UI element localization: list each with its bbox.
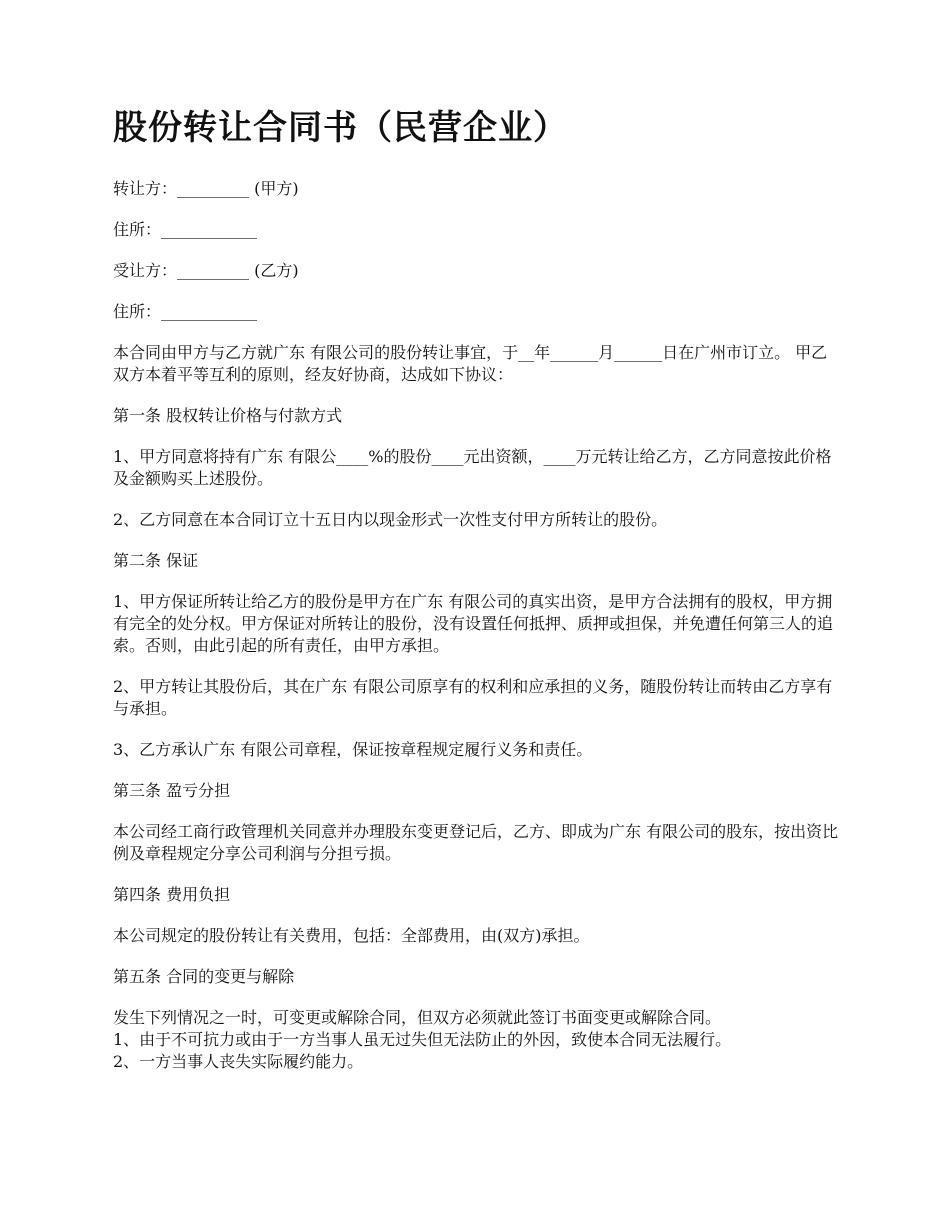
transferee-line: 受让方：_________ (乙方) bbox=[113, 261, 299, 280]
article1-item2: 2、乙方同意在本合同订立十五日内以现金形式一次性支付甲方所转让的股份。 bbox=[113, 510, 668, 529]
article2-heading: 第二条 保证 bbox=[113, 551, 199, 570]
article2-item2: 2、甲方转让其股份后，其在广东 有限公司原享有的权利和应承担的义务，随股份转让而转由乙方享有与承担。 bbox=[113, 677, 833, 718]
intro-paragraph: 本合同由甲方与乙方就广东 有限公司的股份转让事宜，于__年______月______日在广州市订立。 甲乙双方本着平等互利的原则，经友好协商，达成如下协议： bbox=[113, 343, 828, 384]
article3-heading: 第三条 盈亏分担 bbox=[113, 781, 231, 800]
contract-page bbox=[113, 108, 843, 1073]
article1-heading: 第一条 股权转让价格与付款方式 bbox=[113, 406, 343, 425]
transferor-address-line: 住所：____________ bbox=[113, 220, 258, 239]
article4-heading: 第四条 费用负担 bbox=[113, 885, 231, 904]
document-title: 股份转让合同书（民营企业） bbox=[113, 108, 568, 148]
transferor-line: 转让方：_________ (甲方) bbox=[113, 179, 299, 198]
article2-item1: 1、甲方保证所转让给乙方的股份是甲方在广东 有限公司的真实出资，是甲方合法拥有的股权，甲方拥有完全的处分权。甲方保证对所转让的股份，没有设置任何抵押、质押或担保，并免遭任何第三人的追索。否则，由此引起的所有责任，由甲方承担。 bbox=[113, 592, 834, 655]
article5-body: 发生下列情况之一时，可变更或解除合同，但双方必须就此签订书面变更或解除合同。 bbox=[113, 1008, 722, 1027]
article1-item1: 1、甲方同意将持有广东 有限公____%的股份____元出资额，____万元转让给乙方，乙方同意按此价格及金额购买上述股份。 bbox=[113, 447, 832, 488]
article2-item3: 3、乙方承认广东 有限公司章程，保证按章程规定履行义务和责任。 bbox=[113, 740, 593, 759]
article3-body: 本公司经工商行政管理机关同意并办理股东变更登记后，乙方、即成为广东 有限公司的股东，按出资比例及章程规定分享公司利润与分担亏损。 bbox=[113, 822, 839, 863]
transferee-address-line: 住所：____________ bbox=[113, 302, 258, 321]
article5-item2: 2、一方当事人丧失实际履约能力。 bbox=[113, 1052, 364, 1071]
article5-item1: 1、由于不可抗力或由于一方当事人虽无过失但无法防止的外因，致使本合同无法履行。 bbox=[113, 1030, 732, 1049]
article4-body: 本公司规定的股份转让有关费用，包括：全部费用，由(双方)承担。 bbox=[113, 926, 590, 945]
article5-heading: 第五条 合同的变更与解除 bbox=[113, 967, 295, 986]
